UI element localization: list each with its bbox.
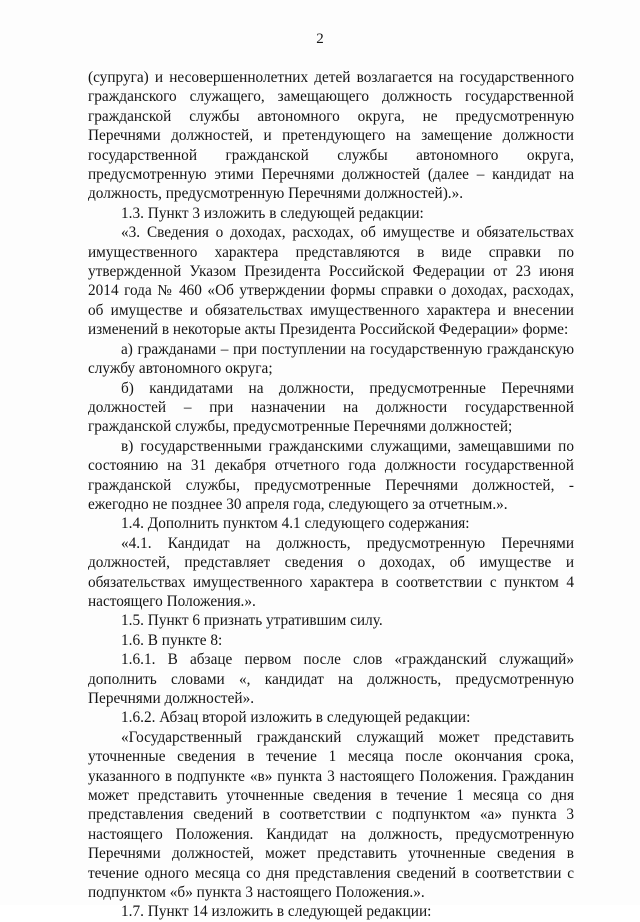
- paragraph-item-1-7: 1.7. Пункт 14 изложить в следующей редакции:: [121, 903, 432, 921]
- paragraph-item-1-3: 1.3. Пункт 3 изложить в следующей редакции:: [121, 204, 424, 222]
- paragraph-clause-8-new-text: «Государственный гражданский служащий может представить уточненные сведения в течение 1 месяца после окончания срока, указанного в подпункте «в» пункта 3 настоящего Положения. Гражданин может представить уточненные сведения в течение 1 месяца со дня представления сведений в соответствии с подпунктом «а» пункта 3 настоящего Положения. Кандидат на должность, предусмотренную Перечнями должностей, может представить уточненные сведения в течение одного месяца со дня представления сведений в соответствии с подпунктом «б» пункта 3 настоящего Положения.».: [88, 728, 574, 902]
- paragraph-item-1-5: 1.5. Пункт 6 признать утратившим силу.: [121, 612, 383, 630]
- paragraph-item-1-6-2: 1.6.2. Абзац второй изложить в следующей редакции:: [121, 709, 471, 727]
- paragraph-subclause-v: в) государственными гражданскими служащими, замещавшими по состоянию на 31 декабря отчетного года должности государственной гражданской службы, предусмотренные Перечнями должностей, - ежегодно не позднее 30 апреля года, следующего за отчетным.».: [88, 437, 574, 513]
- paragraph-clause-4-1: «4.1. Кандидат на должность, предусмотренную Перечнями должностей, представляет сведения о доходах, об имуществе и обязательствах имущественного характера в соответствии с пунктом 4 настоящего Положения.».: [88, 534, 574, 610]
- paragraph-subclause-b: б) кандидатами на должности, предусмотренные Перечнями должностей – при назначении на должности государственной гражданской службы, предусмотренные Перечнями должностей;: [88, 379, 574, 436]
- paragraph-item-1-6: 1.6. В пункте 8:: [121, 631, 223, 649]
- page-number: 2: [316, 31, 324, 47]
- paragraph-clause-3: «3. Сведения о доходах, расходах, об имуществе и обязательствах имущественного характера представляются в виде справки по утвержденной Указом Президента Российской Федерации от 23 июня 2014 года № 460 «Об утверждении формы справки о доходах, расходах, об имуществе и обязательствах имущественного характера и внесении изменений в некоторые акты Президента Российской Федерации» форме:: [88, 224, 574, 339]
- paragraph-continuation: (супруга) и несовершеннолетних детей возлагается на государственного гражданского служащего, замещающего должность государственной гражданской службы автономного округа, не предусмотренную Перечнями должностей, и претендующего на замещение должности государственной гражданской службы автономного округа, предусмотренную этими Перечнями должностей (далее – кандидат на должность, предусмотренную Перечнями должностей).».: [88, 69, 574, 203]
- paragraph-item-1-6-1: 1.6.1. В абзаце первом после слов «гражданский служащий» дополнить словами «, кандидат на должность, предусмотренную Перечнями должностей».: [88, 651, 574, 707]
- paragraph-subclause-a: а) гражданами – при поступлении на государственную гражданскую службу автономного округа;: [88, 340, 574, 378]
- document-body: [88, 68, 574, 922]
- paragraph-item-1-4: 1.4. Дополнить пунктом 4.1 следующего содержания:: [121, 515, 470, 533]
